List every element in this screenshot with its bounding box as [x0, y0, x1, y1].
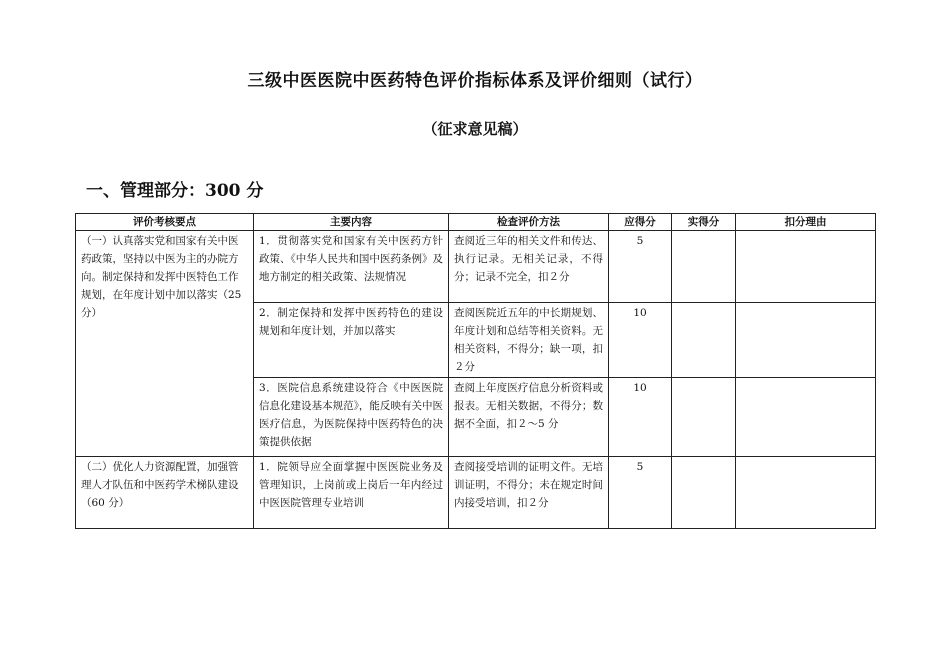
- check-method-cell: 查阅上年度医疗信息分析资料或报表。无相关数据，不得分；数据不全面，扣２～5 分: [449, 378, 609, 457]
- header-expected-score: 应得分: [609, 214, 672, 231]
- document-title: 三级中医医院中医药特色评价指标体系及评价细则（试行）: [247, 71, 703, 91]
- main-content-cell: 1．贯彻落实党和国家有关中医药方针政策、《中华人民共和国中医药条例》及地方制定的相关政策、法规情况: [254, 231, 449, 303]
- expected-score-cell: 5: [609, 457, 672, 529]
- document-subtitle: （征求意见稿）: [422, 120, 528, 138]
- main-content-cell: 2．制定保持和发挥中医药特色的建设规划和年度计划，并加以落实: [254, 303, 449, 378]
- header-main-content: 主要内容: [254, 214, 449, 231]
- section-heading: 一、管理部分：300 分: [86, 181, 264, 201]
- expected-score-cell: 10: [609, 303, 672, 378]
- actual-score-cell[interactable]: [672, 303, 736, 378]
- deduction-reason-cell[interactable]: [736, 378, 876, 457]
- deduction-reason-cell[interactable]: [736, 457, 876, 529]
- header-evaluation-point: 评价考核要点: [76, 214, 254, 231]
- evaluation-point-cell: （二）优化人力资源配置，加强管理人才队伍和中医药学术梯队建设（60 分）: [76, 457, 254, 529]
- check-method-cell: 查阅近三年的相关文件和传达、执行记录。无相关记录，不得分；记录不完全，扣２分: [449, 231, 609, 303]
- main-content-cell: 3．医院信息系统建设符合《中医医院信息化建设基本规范》，能反映有关中医医疗信息，为医院保持中医药特色的决策提供依据: [254, 378, 449, 457]
- expected-score-cell: 10: [609, 378, 672, 457]
- header-check-method: 检查评价方法: [449, 214, 609, 231]
- criteria-table: [75, 213, 876, 529]
- deduction-reason-cell[interactable]: [736, 303, 876, 378]
- deduction-reason-cell[interactable]: [736, 231, 876, 303]
- actual-score-cell[interactable]: [672, 378, 736, 457]
- expected-score-cell: 5: [609, 231, 672, 303]
- check-method-cell: 查阅接受培训的证明文件。无培训证明，不得分；未在规定时间内接受培训，扣２分: [449, 457, 609, 529]
- evaluation-point-cell: （一）认真落实党和国家有关中医药政策，坚持以中医为主的办院方向。制定保持和发挥中医特色工作规划，在年度计划中加以落实（25 分）: [76, 231, 254, 457]
- check-method-cell: 查阅医院近五年的中长期规划、年度计划和总结等相关资料。无相关资料，不得分；缺一项，扣２分: [449, 303, 609, 378]
- header-actual-score: 实得分: [672, 214, 736, 231]
- header-deduction-reason: 扣分理由: [736, 214, 876, 231]
- actual-score-cell[interactable]: [672, 457, 736, 529]
- table-header-row: [76, 214, 876, 231]
- main-content-cell: 1．院领导应全面掌握中医医院业务及管理知识，上岗前或上岗后一年内经过中医医院管理专业培训: [254, 457, 449, 529]
- table-row: [76, 457, 876, 529]
- actual-score-cell[interactable]: [672, 231, 736, 303]
- table-row: [76, 231, 876, 303]
